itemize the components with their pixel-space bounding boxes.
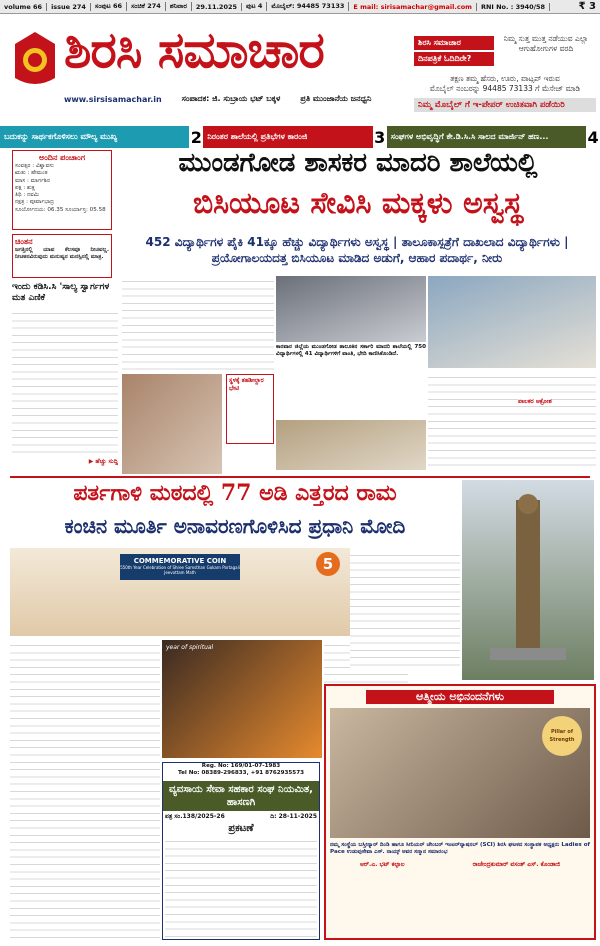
ticker-item-3[interactable]: ಸಂಘಗಳ ಅಭಿವೃದ್ಧಿಗೆ ಕೇ.ಡಿ.ಸಿ.ಸಿ ಸಾಲದ ಮಾರ್ಜಿನ್ ಹಣ... [387,126,586,148]
panchanga-row-6: ನಕ್ಷತ್ರ : ಪೂರ್ವಾಭಾದ್ರ [15,199,54,206]
day: ಶನಿವಾರ [166,2,192,11]
lead-photo-kitchen [276,420,426,470]
ticker-num-3: 3 [374,127,386,147]
pages: ಪುಟ 4 [242,2,267,11]
ad-line2: ದಿನಪತ್ರಿಕೆ ಓದಿದಿರೇ? [414,52,494,66]
ticker-bar [0,126,600,148]
panchanga-row-5: ತಿಥಿ : ನವಮಿ [15,192,40,199]
coin-subtitle: 550th Year Celebration of Shree Samsthan Gokarn Partagali Jeevottam Math [120,565,240,575]
modi-meeting-photo [162,640,322,758]
sun-timing: ಸೂರ್ಯೋದಯ: 06.35 ಸೂರ್ಯಾಸ್ತ: 05.58 [15,206,106,213]
ad-body-line2: ಮೊಬೈಲ್ ನಂಬರನ್ನು 94485 73133 ಗೆ ಮೆಸೇಜ್ ಮಾಡಿ [429,84,581,93]
award-badge: Pillar of Strength [542,716,582,756]
congrats-signatories [326,861,594,869]
side-story-body [12,308,118,458]
subscribe-ad-title [414,36,494,72]
sanchike-volume: ಸಂಪುಟ 66 [91,2,127,11]
ticker-num-4: 4 [587,127,599,147]
lead-body-text [122,276,274,372]
congrats-body: ನಮ್ಮ ಸಂಸ್ಥೆಯ ಬಸ್ತೀನ್ಯಾರ್ ದಿಂಡಿ ಹಾಗೂ ಸೀನಿಯರ್ ಚೇಂಬರ್ ಇಂಟರ್‌ನ್ಯಾಷನಲ್ (SCI) ಶಿರಸಿ ಘಟಕದ ಸಂಸ್ಥಾಪಕ ಅಧ್ಯಕ್ಷರು Ladies of Pace ಉಡುಪುಸೇವಾ ಎಸ್. ನಾಯ್ಕ್ ಅವರ ಸನ್ಮಾನ ಸಮಾರಂಭ [330,842,590,856]
spiritual-label: year of spiritual [166,644,214,651]
ad-line1: ಶಿರಸಿ ಸಮಾಚಾರ [414,36,494,50]
lead-headline-line2: ಬಿಸಿಯೂಟ ಸೇವಿಸಿ ಮಕ್ಕಳು ಅಸ್ವಸ್ಥ [192,186,524,221]
ticker-item-2[interactable]: ನಿರಂತರ ಶಾಲೆಯಲ್ಲಿ ಪ್ರತಿಭೆಗಳ ಕಾರಂಜಿ [203,126,372,148]
panchanga-row-2: ಋತು : ಹೇಮಂತ [15,170,48,177]
second-headline-line2: ಕಂಚಿನ ಮೂರ್ತಿ ಅನಾವರಣಗೊಳಿಸಿದ ಪ್ರಧಾನಿ ಮೋದಿ [64,514,406,538]
cooperative-name: ವ್ಯವಸಾಯ ಸೇವಾ ಸಹಕಾರ ಸಂಘ ನಿಯಮಿತ, ಹಾಸಣಗಿ [163,781,319,811]
lead-photo-hospital [428,276,596,368]
statue-silhouette-icon [462,480,594,680]
ad-body-line1: ತಕ್ಷಣ ತಮ್ಮ ಹೆಸರು, ಊರು, ವಾಟ್ಸಪ್ ಇರುವ [450,74,560,83]
cooperative-notice [162,762,320,940]
date: 29.11.2025 [192,3,242,11]
ticker-num-2: 2 [190,127,202,147]
website-link[interactable]: www.sirsisamachar.in [64,94,162,104]
newspaper-logo-icon [10,30,60,90]
ad-promo-right: ನಿಮ್ಮ ಸುತ್ತ ಮುತ್ತ ನಡೆಯುವ ಎಲ್ಲಾ ಆಗುಹೋಗುಗಳ ವರದಿ [503,34,589,53]
reg-number: Reg. No: 169/01-07-1983 [201,763,281,769]
quote-title: ಚಿಂತನ [15,237,33,246]
panchanga-title: ಅಂದಿನ ಪಂಚಾಂಗ [38,153,86,162]
rama-statue-photo [462,480,594,680]
panchanga-row-3: ಮಾಸ : ಮಾರ್ಗಶಿರ [15,177,50,184]
congrats-ad [324,684,596,940]
coin-title: COMMEMORATIVE COIN [133,557,227,565]
second-body-col1 [10,640,160,940]
coin-release-photo [10,548,350,636]
visit-box [226,374,274,444]
masthead-title: ಶಿರಸಿ ಸಮಾಚಾರ [64,20,324,79]
quote-text: ಜಗತ್ತಿನಲ್ಲಿ ಯಾವ ಕೆಲಸವೂ ನೀಚವಲ್ಲ. ನೀಚತನವಿರುವುದು ಮನುಷ್ಯನ ಮನಸ್ಸಿನಲ್ಲಿ ಮಾತ್ರ. [15,247,109,261]
panchanga-row-1: ಸಂವತ್ಸರ : ವಿಶ್ವಾವಸು [15,163,54,169]
reg-phone: Tel No: 08389-296833, +91 8762935573 [178,770,304,777]
notice-refline [163,811,319,823]
email: E mail: sirisamachar@gmail.com [349,3,477,11]
panchanga-box [12,150,112,230]
award-photo [330,708,590,838]
second-headline-line1: ಪರ್ತಗಾಳಿ ಮಠದಲ್ಲಿ 77 ಅಡಿ ಎತ್ತರದ ರಾಮ [73,480,397,506]
notice-body [165,836,317,940]
panchanga-row-4: ಪಕ್ಷ : ಶುಕ್ಲ [15,184,36,191]
lead-headline-line1: ಮುಂಡಗೋಡ ಶಾಸಕರ ಮಾದರಿ ಶಾಲೆಯಲ್ಲಿ [178,148,538,178]
tagline: ಪ್ರತಿ ಮುಂಜಾನೆಯ ಜನಧ್ವನಿ [300,94,372,103]
visit-title: ಸ್ಥಳಕ್ಕೆ ತಹಶೀಲ್ದಾರ ಭೇಟಿ [229,377,264,392]
issue: issue 274 [47,3,91,11]
notice-title: ಪ್ರಕಟಣೆ [228,822,254,834]
lead-subheadline: 452 ವಿದ್ಯಾರ್ಥಿಗಳ ಪೈಕಿ 41ಕ್ಕೂ ಹೆಚ್ಚು ವಿದ್ಯಾರ್ಥಿಗಳು ಅಸ್ವಸ್ಥ | ತಾಲೂಕಾಸ್ಪತ್ರೆಗೆ ದಾಖಲಾದ ವಿದ್ಯಾರ್ಥಿಗಳು | ಪ್ರಯೋಗಾಲಯದತ್ತ ಬಿಸಿಯೂಟ ಮಾಡಿದ ಅಡುಗೆ, ಆಹಾರ ಪದಾರ್ಥ, ನೀರು [145,235,569,265]
side-story-headline: ಇಂದು ಕಡಿಸಿ.ಸಿ 'ಸಾಲ್ಯ ಸ್ವಾರ್ಗಗಳ ಮತ ಎಣಿಕೆ [12,282,110,303]
volume: volume 66 [0,3,47,11]
price: ₹ 3 [578,1,596,12]
lead-right-text [428,372,596,472]
side-story [12,282,118,472]
side-story-more[interactable]: ▶ ಹೆಚ್ಚು ಸುದ್ದಿ [88,458,118,465]
ticker-item-1[interactable]: ಬದುಕನ್ನು ಸಾರ್ಥಕಗೊಳಿಸಲು ಮೌಲ್ಯ ಮುಖ್ಯ [0,126,189,148]
lead-photo-officials [276,276,426,342]
rni: RNI No. : 3940/58 [477,3,550,11]
ref-number: ಪತ್ರ ಸಂ.138/2025-26 [165,812,225,820]
congrats-right-name: ರಾಜೇಂದ್ರಕುಮಾರ್ ವಸಂತ್ ಎಸ್. ಕೊಂಡಾಜಿ [472,860,561,868]
parents-anger-title: ಪಾಲಕರ ಆಕ್ರೋಶ [518,398,552,405]
lead-photo-students [122,374,222,474]
sanchike-issue: ಸಂಚಿಕೆ 274 [127,2,166,11]
mobile: ಮೊಬೈಲ್: 94485 73133 [267,2,349,11]
ad-bottom: ನಿಮ್ಮ ಮೊಬೈಲ್ ಗೆ ಇ-ಪೇಪರ್ ಉಚಿತವಾಗಿ ಪಡೆಯಿರಿ [414,98,596,112]
masthead-subline [64,92,414,106]
lead-caption: ಕಾರವಾರ ಜಿಲ್ಲೆಯ ಮುಂಡಗೋಡ ತಾಲೂಕಿನ ಸರ್ಕಾರಿ ಮಾದರಿ ಶಾಲೆಯಲ್ಲಿ 750 ವಿದ್ಯಾರ್ಥಿಗಳಲ್ಲಿ 41 ವಿದ್ಯಾರ್ಥಿಗಳಿಗೆ ವಾಂತಿ, ಭೇದಿ ಕಾಣಿಸಿಕೊಂಡಿದೆ. [276,344,426,358]
ad-body [414,74,596,94]
issue-meta-bar [0,0,600,14]
anniversary-badge: 5 [316,552,340,576]
section-divider [10,476,590,478]
second-body-right [350,550,460,670]
quote-box [12,234,112,278]
commemorative-banner [120,554,240,580]
editor-line: ಸಂಪಾದಕ: ಜಿ. ಸುಬ್ರಾಯ ಭಟ್ ಬಕ್ಕಳ [181,94,281,103]
congrats-left-name: ಆರ್.ಎ. ಭಟ್ ಕಲ್ಪಾಲ [359,860,405,868]
congrats-title: ಆತ್ಮೀಯ ಅಭಿನಂದನೆಗಳು [366,690,554,704]
ref-date: ದಿ: 28-11-2025 [270,812,317,820]
